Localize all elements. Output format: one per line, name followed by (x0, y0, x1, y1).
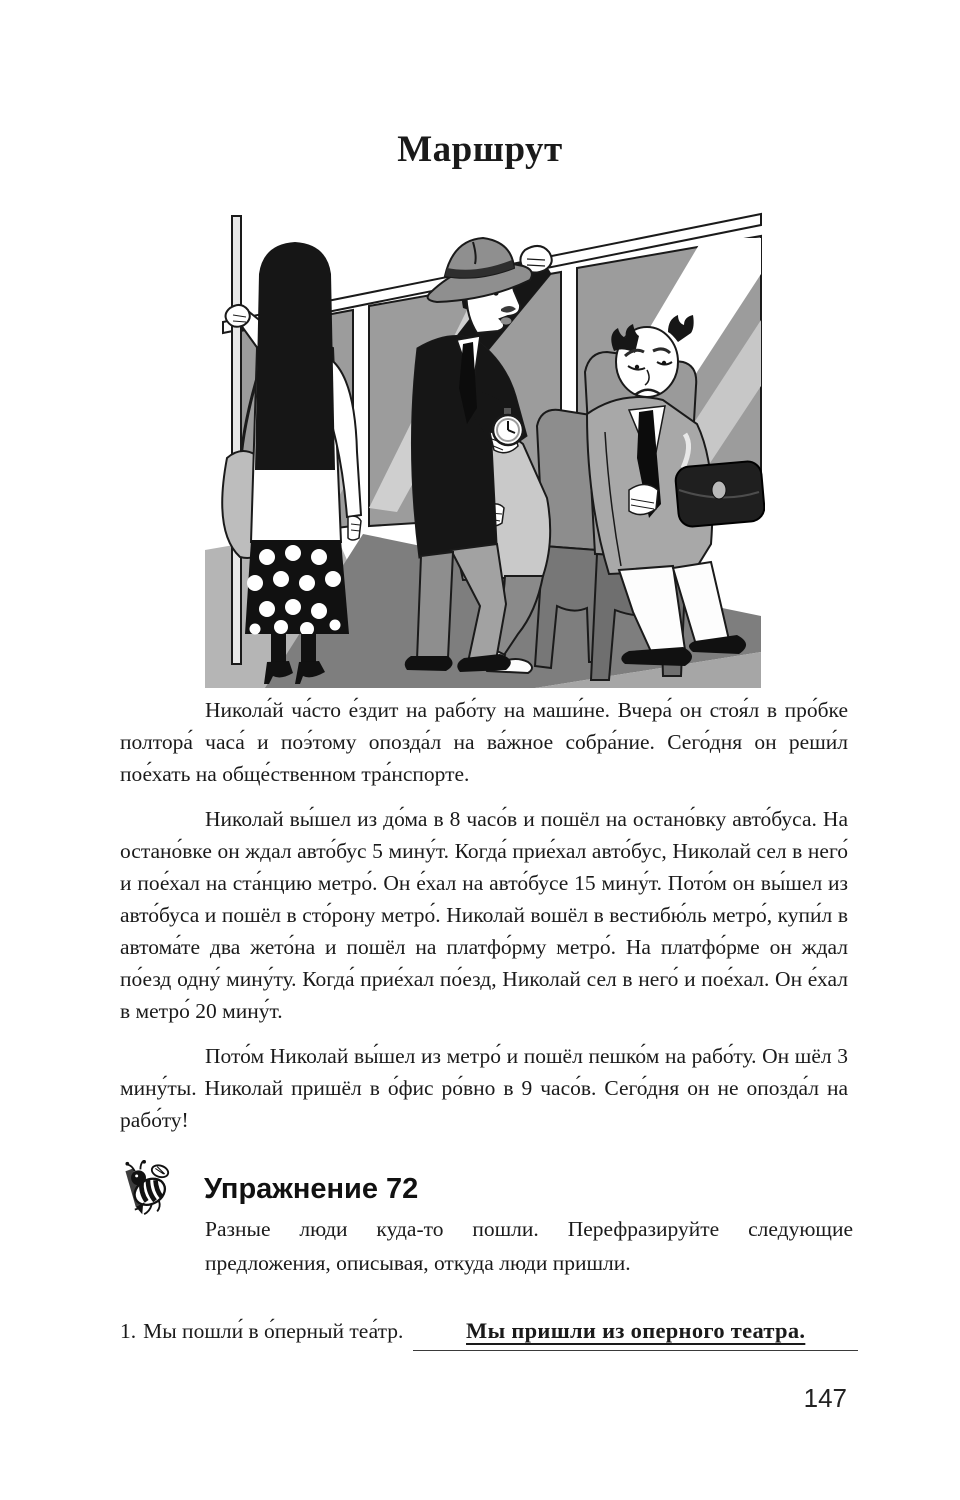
exercise-instructions: Разные люди куда-то пошли. Перефразируйте следующие предложения, описывая, откуда люди пришли. (205, 1217, 853, 1275)
item-prompt: Мы пошли́ в о́перный теа́тр. (143, 1319, 404, 1343)
bus-scene-illustration (205, 210, 765, 688)
exercise-title: Упражнение 72 (204, 1172, 419, 1205)
woman-hand-on-pole (226, 305, 250, 327)
page-number: 147 (803, 1383, 847, 1413)
grab-pole (232, 216, 241, 664)
exercise-header (118, 1160, 418, 1218)
answer-text: Мы пришли из оперного театра. (466, 1318, 806, 1343)
story-paragraph-1: Никола́й ча́сто е́здит на рабо́ту на маши́не. Вчера́ он стоя́л в про́бке полтора́ часа́ и поэ́тому опозда́л на ва́жное собра́ние. Сего́дня он реши́л пое́хать на обще́ственном тра́нспорте. (120, 698, 848, 786)
story-text (120, 694, 848, 1149)
story-paragraph-3: Пото́м Николай вы́шел из метро́ и пошёл пешко́м на рабо́ту. Он шёл 3 мину́ты. Николай пришёл в о́фис ро́вно в 9 часо́в. Сего́дня он не опозда́л на рабо́ту! (120, 1044, 848, 1132)
bee-pencil-icon (118, 1160, 174, 1218)
story-paragraph-2: Николай вы́шел из до́ма в 8 часо́в и пошёл на остано́вку авто́буса. На остано́вке он ждал авто́бус 5 мину́т. Когда́ прие́хал авто́бус, Николай сел в него́ и пое́хал на ста́нцию метро́. Он е́хал на авто́бусе 15 мину́т. Пото́м он вы́шел из авто́буса и пошёл в сто́рону метро́. Николай вошёл в вестибю́ль метро́, купи́л в автома́те два жето́на и пошёл на платфо́рму метро́. На платфо́рме он ждал по́езд одну́ мину́ту. Когда́ прие́хал по́езд, Николай сел в него́ и пое́хал. Он е́хал в метро́ 20 мину́т. (120, 807, 848, 1023)
answer-blank-line[interactable] (413, 1318, 858, 1351)
page-title: Маршрут (397, 129, 563, 170)
seated-man-hand (629, 485, 658, 515)
item-number: 1. (120, 1319, 137, 1343)
exercise-item-1 (120, 1318, 858, 1351)
bus-scene-svg (205, 210, 765, 688)
